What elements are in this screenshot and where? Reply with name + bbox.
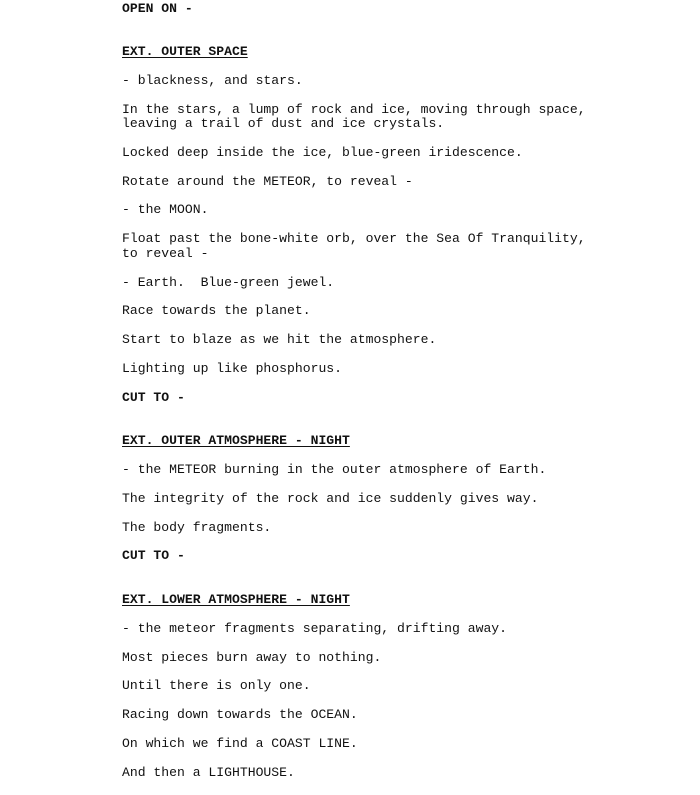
action-line: - the meteor fragments separating, drifting away. xyxy=(122,620,508,636)
action-line: In the stars, a lump of rock and ice, moving through space, leaving a trail of dust and ice crystals. xyxy=(122,101,586,132)
action-line: Start to blaze as we hit the atmosphere. xyxy=(122,332,437,348)
action-line: - the METEOR burning in the outer atmosphere of Earth. xyxy=(122,462,547,478)
action-line: Lighting up like phosphorus. xyxy=(122,360,343,376)
scene-heading-outer-atmosphere: EXT. OUTER ATMOSPHERE - NIGHT xyxy=(122,433,350,449)
action-line: Most pieces burn away to nothing. xyxy=(122,649,382,665)
action-line: The body fragments. xyxy=(122,519,272,535)
action-line: - blackness, and stars. xyxy=(122,72,303,88)
action-line: On which we find a COAST LINE. xyxy=(122,735,358,751)
action-line: Float past the bone-white orb, over the Sea Of Tranquility, to reveal - xyxy=(122,231,586,261)
action-line: Rotate around the METEOR, to reveal - xyxy=(122,173,413,189)
action-line: Racing down towards the OCEAN. xyxy=(122,707,358,723)
action-line: Until there is only one. xyxy=(122,678,311,694)
action-line: Race towards the planet. xyxy=(122,303,311,319)
opening-transition: OPEN ON - xyxy=(122,1,193,16)
action-line: - the MOON. xyxy=(122,202,209,218)
cut-to-transition: CUT TO - xyxy=(122,548,185,564)
scene-heading-lower-atmosphere: EXT. LOWER ATMOSPHERE - NIGHT xyxy=(122,591,350,607)
screenplay-text xyxy=(122,2,642,795)
action-line: The integrity of the rock and ice suddenly gives way. xyxy=(122,490,539,506)
action-line: And then a LIGHTHOUSE. xyxy=(122,764,295,780)
action-line: Locked deep inside the ice, blue-green iridescence. xyxy=(122,144,523,160)
action-line: - Earth. Blue-green jewel. xyxy=(122,274,335,290)
scene-heading-outer-space: EXT. OUTER SPACE xyxy=(122,44,248,59)
cut-to-transition: CUT TO - xyxy=(122,389,185,405)
